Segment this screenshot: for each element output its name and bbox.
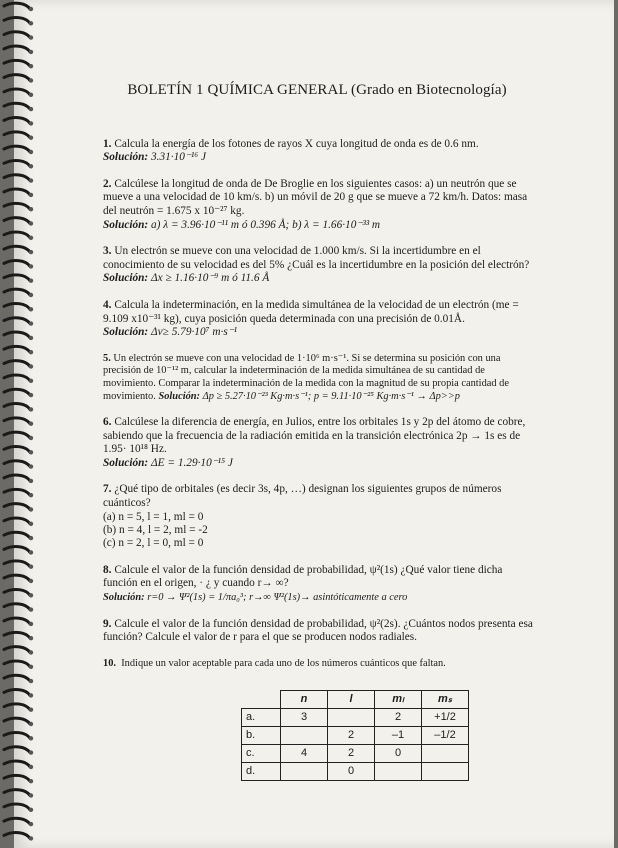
binding-hole [29, 221, 33, 225]
spiral-coil [4, 175, 30, 181]
question-2: 2. Calcúlese la longitud de onda de De Broglie en los siguientes casos: a) un neutrón que se mueve a una velocidad de 10 km/s. b) un móvil de 20 g que se mueve a 72 km/h. Datos: masa del neutrón = 1.675 x 10⁻²⁷ kg. Solución: a) λ = 3.96·10⁻¹¹ m ó 0.396 Å; b) λ = 1.66·10⁻³³ m [103, 177, 528, 231]
spiral-coil [4, 446, 30, 452]
binding-hole [29, 436, 33, 440]
table-row: b. 2 –1 –1/2 [242, 727, 469, 745]
spiral-coil [4, 160, 30, 166]
question-8: 8. Calcule el valor de la función densidad de probabilidad, ψ²(1s) ¿Qué valor tiene dicha función en el origen, · ¿ y cuando r→ ∞? Solución: r=0 → Ψ²(1s) = 1/πa₀³; r→∞ Ψ²(1s)→ asintóticamente a cero [103, 563, 503, 604]
spiral-coil [4, 375, 30, 381]
binding-hole [29, 293, 33, 297]
binding-hole [29, 665, 33, 669]
binding-hole [29, 679, 33, 683]
spiral-coil [4, 704, 30, 710]
binding-hole [29, 636, 33, 640]
binding-hole [29, 693, 33, 697]
spiral-coil [4, 804, 30, 810]
binding-hole [29, 579, 33, 583]
spiral-coil [4, 461, 30, 467]
spiral-coil [4, 232, 30, 238]
binding-hole [29, 565, 33, 569]
binding-hole [29, 793, 33, 797]
spiral-coil [4, 604, 30, 610]
spiral-coil [4, 60, 30, 66]
binding-hole [29, 479, 33, 483]
spiral-coil [4, 89, 30, 95]
quantum-number-options: (a) n = 5, l = 1, ml = 0 (b) n = 4, l = 2, ml = -2 (c) n = 2, l = 0, ml = 0 [103, 510, 208, 550]
spiral-coil [4, 532, 30, 538]
spiral-coil [4, 203, 30, 209]
spiral-coil [4, 189, 30, 195]
binding-hole [29, 207, 33, 211]
spiral-coil [4, 718, 30, 724]
spiral-coil [4, 46, 30, 52]
question-4: 4. Calcula la indeterminación, en la medida simultánea de la velocidad de un electrón (me = 9.109 x10⁻³¹ kg), cuya posición queda determinada con una precisión de 0.01Å. Solución: Δv≥ 5.79·10⁷ m·s⁻¹ [103, 298, 519, 339]
spiral-binding [0, 0, 40, 848]
spiral-coil [4, 818, 30, 824]
spiral-coil [4, 547, 30, 553]
binding-hole [29, 464, 33, 468]
spiral-coil [4, 504, 30, 510]
spiral-coil [4, 3, 30, 9]
binding-hole [29, 364, 33, 368]
question-6: 6. Calcúlese la diferencia de energía, en Julios, entre los orbitales 1s y 2p del átomo de cobre, sabiendo que la frecuencia de la radiación emitida en la transición electrónica 2p → 1s es de 1.95· 10¹⁸ Hz. Solución: ΔE = 1.29·10⁻¹⁵ J [103, 416, 526, 469]
binding-hole [29, 736, 33, 740]
binding-hole [29, 779, 33, 783]
binding-hole [29, 35, 33, 39]
binding-hole [29, 750, 33, 754]
binding-hole [29, 336, 33, 340]
binding-hole [29, 536, 33, 540]
question-7: 7. ¿Qué tipo de orbitales (es decir 3s, 4p, …) designan los siguientes grupos de números cuánticos? (a) n = 5, l = 1, ml = 0 (b) n = 4, l = 2, ml = -2 (c) n = 2, l = 0, ml = 0 [103, 483, 533, 550]
binding-hole [29, 808, 33, 812]
binding-hole [29, 150, 33, 154]
spiral-coil [4, 561, 30, 567]
spiral-coil [4, 275, 30, 281]
spiral-coil [4, 246, 30, 252]
quantum-numbers-table [241, 690, 469, 781]
header-ms: mₛ [422, 691, 469, 709]
binding-hole [29, 93, 33, 97]
binding-hole [29, 64, 33, 68]
binding-hole [29, 407, 33, 411]
question-1: 1. Calcula la energía de los fotones de rayos X cuya longitud de onda es de 0.6 nm. Solución: 3.31·10⁻¹⁶ J [103, 137, 479, 164]
binding-hole [29, 450, 33, 454]
binding-hole [29, 607, 33, 611]
binding-hole [29, 78, 33, 82]
binding-hole [29, 822, 33, 826]
spiral-coil [4, 661, 30, 667]
spiral-coil [4, 361, 30, 367]
table-row: c. 4 2 0 [242, 745, 469, 763]
binding-hole [29, 708, 33, 712]
spiral-coil [4, 647, 30, 653]
spiral-coil [4, 103, 30, 109]
spiral-coil [4, 389, 30, 395]
binding-hole [29, 250, 33, 254]
spiral-coil [4, 118, 30, 124]
binding-hole [29, 422, 33, 426]
binding-hole [29, 121, 33, 125]
spiral-coil [4, 404, 30, 410]
question-10: 10. Indique un valor aceptable para cada uno de los números cuánticos que faltan. [103, 657, 446, 669]
binding-hole [29, 178, 33, 182]
binding-hole [29, 264, 33, 268]
spiral-coil [4, 475, 30, 481]
spiral-coil [4, 432, 30, 438]
spiral-coil [4, 218, 30, 224]
spiral-coil [4, 775, 30, 781]
binding-hole [29, 379, 33, 383]
spiral-coil [4, 75, 30, 81]
spiral-coil [4, 346, 30, 352]
table-row: d. 0 [242, 763, 469, 781]
document-content [103, 84, 533, 781]
binding-hole [29, 279, 33, 283]
spiral-coil [4, 303, 30, 309]
binding-hole [29, 765, 33, 769]
spiral-coil [4, 332, 30, 338]
binding-hole [29, 50, 33, 54]
binding-hole [29, 236, 33, 240]
spiral-coil [4, 17, 30, 23]
spiral-coil [4, 675, 30, 681]
binding-hole [29, 393, 33, 397]
binding-hole [29, 507, 33, 511]
binding-hole [29, 136, 33, 140]
binding-hole [29, 21, 33, 25]
spiral-coil [4, 833, 30, 839]
binding-hole [29, 107, 33, 111]
spiral-coil [4, 761, 30, 767]
binding-hole [29, 164, 33, 168]
header-ml: mₗ [375, 691, 422, 709]
spiral-coil [4, 132, 30, 138]
spiral-coil [4, 732, 30, 738]
binding-hole [29, 321, 33, 325]
spiral-coil [4, 747, 30, 753]
binding-hole [29, 493, 33, 497]
page-title: BOLETÍN 1 QUÍMICA GENERAL (Grado en Biotecnología) [127, 82, 507, 98]
binding-hole [29, 593, 33, 597]
binding-hole [29, 650, 33, 654]
spiral-coil [4, 589, 30, 595]
question-9: 9. Calcule el valor de la función densidad de probabilidad, ψ²(2s). ¿Cuántos nodos presenta esa función? Calcule el valor de r para el que se producen nodos radiales. [103, 617, 533, 644]
binding-hole [29, 836, 33, 840]
binding-hole [29, 193, 33, 197]
header-l: l [328, 691, 375, 709]
spiral-coil [4, 318, 30, 324]
binding-hole [29, 550, 33, 554]
binding-hole [29, 7, 33, 11]
spiral-coil [4, 32, 30, 38]
spiral-coil [4, 575, 30, 581]
spiral-coil [4, 518, 30, 524]
binding-hole [29, 522, 33, 526]
spiral-coil [4, 261, 30, 267]
binding-hole [29, 622, 33, 626]
spiral-coil [4, 418, 30, 424]
question-5: 5. Un electrón se mueve con una velocidad de 1·10⁶ m·s⁻¹. Si se determina su posición con una precisión de 10⁻¹² m, calcular la indeterminación de la medida simultánea de su cantidad de movimiento. Comparar la indeterminación de la medida con la magnitud de su propia cantidad de movimiento. Solución: Δp ≥ 5.27·10⁻²³ Kg·m·s⁻¹; p = 9.11·10⁻²⁵ Kg·m·s⁻¹ → Δp>>p [103, 352, 509, 402]
spiral-coil [4, 618, 30, 624]
binding-hole [29, 307, 33, 311]
spiral-coil [4, 289, 30, 295]
binding-hole [29, 350, 33, 354]
table-row: a. 3 2 +1/2 [242, 709, 469, 727]
header-n: n [281, 691, 328, 709]
spiral-coil [4, 632, 30, 638]
question-3: 3. Un electrón se mueve con una velocidad de 1.000 km/s. Si la incertidumbre en el conocimiento de su velocidad es del 5% ¿Cuál es la incertidumbre en la posición del electrón? Solución: Δx ≥ 1.16·10⁻⁹ m ó 11.6 Å [103, 245, 530, 285]
spiral-coil [4, 146, 30, 152]
spiral-coil [4, 489, 30, 495]
spiral-coil [4, 790, 30, 796]
binding-hole [29, 722, 33, 726]
table-header-row [242, 691, 469, 709]
spiral-coil [4, 690, 30, 696]
